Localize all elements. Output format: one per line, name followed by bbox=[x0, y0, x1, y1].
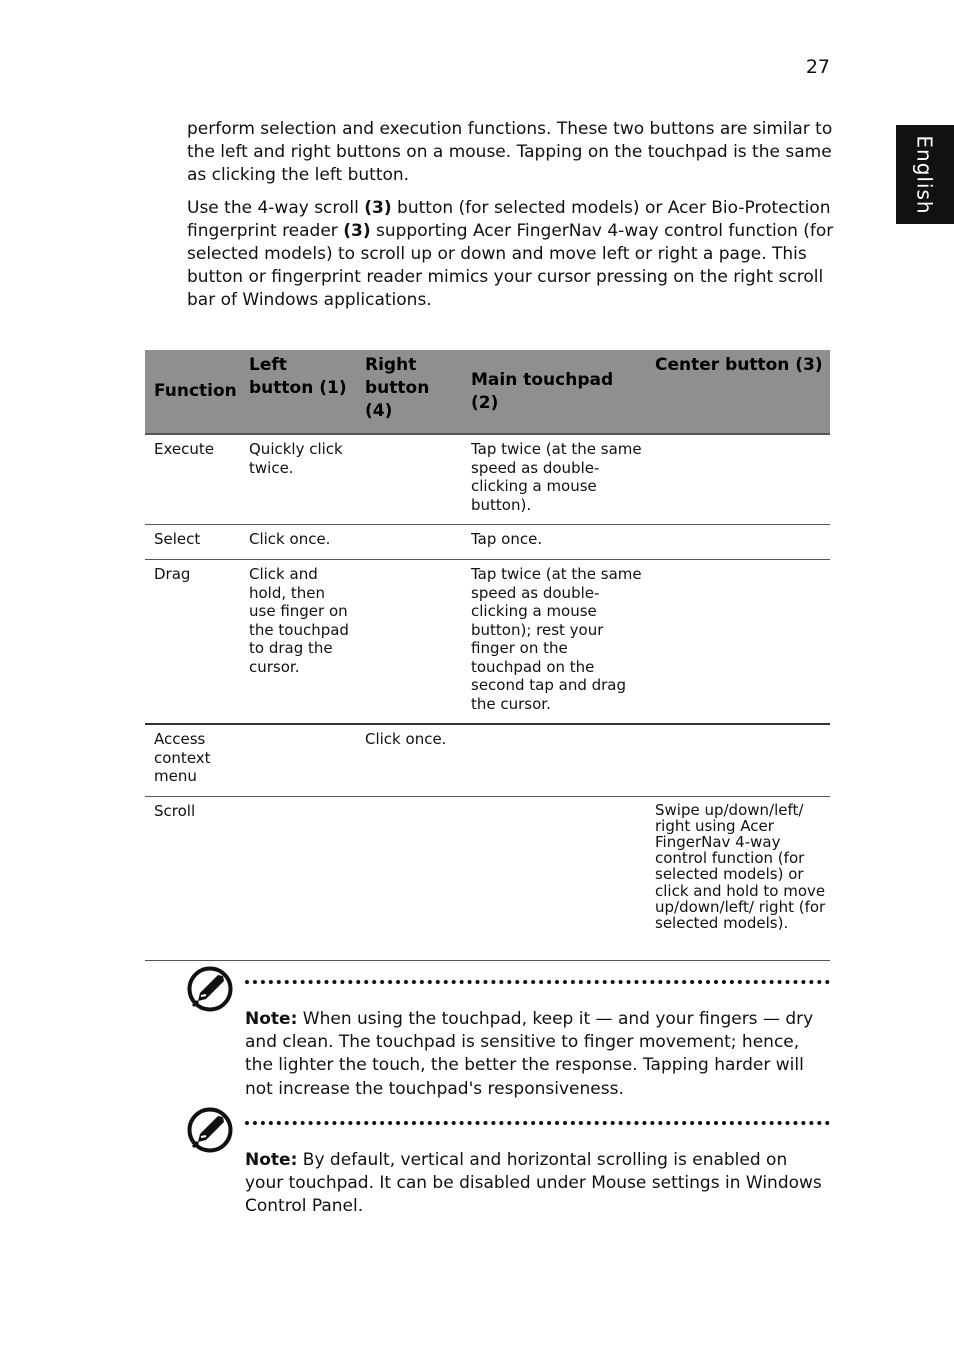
intro-p2-bold2: (3) bbox=[343, 220, 371, 241]
header-right-button: Right button (4) bbox=[356, 350, 462, 434]
note-divider bbox=[245, 1121, 830, 1125]
note-pen-icon bbox=[187, 966, 233, 1012]
note-divider bbox=[245, 980, 830, 984]
table-cell: Scroll bbox=[145, 796, 240, 960]
table-row bbox=[145, 525, 830, 560]
table-cell: Tap twice (at the same speed as double-clicking a mouse button); rest your finger on the touchpad on the second tap and drag the cursor. bbox=[462, 560, 646, 725]
table-cell bbox=[356, 434, 462, 525]
language-tab-label: English bbox=[913, 134, 937, 215]
table-cell bbox=[240, 724, 356, 796]
touchpad-function-table bbox=[145, 350, 830, 961]
header-function: Function bbox=[145, 350, 240, 434]
note-text bbox=[245, 1149, 830, 1219]
table-row bbox=[145, 724, 830, 796]
table-cell bbox=[356, 560, 462, 725]
table-cell: Tap once. bbox=[462, 525, 646, 560]
table-cell bbox=[462, 724, 646, 796]
table-cell: Click once. bbox=[356, 724, 462, 796]
table-cell: Drag bbox=[145, 560, 240, 725]
note-block bbox=[187, 966, 830, 1106]
table-cell: Select bbox=[145, 525, 240, 560]
table-cell: Swipe up/down/left/ right using Acer FingerNav 4-way control function (for selected models) or click and hold to move up/down/left/ right (for selected models). bbox=[646, 796, 830, 960]
intro-paragraph-2 bbox=[187, 197, 835, 313]
header-center-button: Center button (3) bbox=[646, 350, 830, 434]
table-cell: Access context menu bbox=[145, 724, 240, 796]
table-cell bbox=[462, 796, 646, 960]
table-cell bbox=[646, 724, 830, 796]
note-label: Note: bbox=[245, 1150, 298, 1170]
table-cell: Click and hold, then use finger on the touchpad to drag the cursor. bbox=[240, 560, 356, 725]
note-body: When using the touchpad, keep it — and your fingers — dry and clean. The touchpad is sensitive to finger movement; hence, the lighter the touch, the better the response. Tapping harder will not increase the touchpad's responsiveness. bbox=[245, 1009, 814, 1099]
table-row bbox=[145, 560, 830, 725]
note-text bbox=[245, 1008, 830, 1101]
intro-text bbox=[187, 118, 835, 322]
table-cell bbox=[356, 796, 462, 960]
note-body: By default, vertical and horizontal scrolling is enabled on your touchpad. It can be disabled under Mouse settings in Windows Control Panel. bbox=[245, 1150, 822, 1217]
language-tab bbox=[896, 125, 954, 224]
table-header-row bbox=[145, 350, 830, 434]
table-row bbox=[145, 796, 830, 960]
intro-p2-bold1: (3) bbox=[364, 197, 392, 218]
table-cell bbox=[356, 525, 462, 560]
table-cell bbox=[646, 434, 830, 525]
table-cell: Quickly click twice. bbox=[240, 434, 356, 525]
table-row bbox=[145, 434, 830, 525]
note-block bbox=[187, 1107, 830, 1227]
note-label: Note: bbox=[245, 1009, 298, 1029]
table-cell bbox=[646, 525, 830, 560]
intro-p2-part2: button (for selected models) or Acer Bio-Protection fingerprint reader bbox=[187, 197, 831, 241]
intro-p2-part1: Use the 4-way scroll bbox=[187, 197, 365, 218]
table-cell: Click once. bbox=[240, 525, 356, 560]
table-cell: Execute bbox=[145, 434, 240, 525]
table-cell bbox=[240, 796, 356, 960]
intro-p2-part3: supporting Acer FingerNav 4-way control function (for selected models) to scroll up or down and move left or right a page. This button or fingerprint reader mimics your cursor pressing on the right scroll bar of Windows applications. bbox=[187, 220, 834, 311]
table-cell: Tap twice (at the same speed as double-clicking a mouse button). bbox=[462, 434, 646, 525]
note-pen-icon bbox=[187, 1107, 233, 1153]
header-main-touchpad: Main touchpad (2) bbox=[462, 350, 646, 434]
page-number: 27 bbox=[805, 56, 830, 78]
intro-paragraph-1: perform selection and execution functions. These two buttons are similar to the left and right buttons on a mouse. Tapping on the touchpad is the same as clicking the left button. bbox=[187, 119, 833, 186]
table-cell bbox=[646, 560, 830, 725]
header-left-button: Left button (1) bbox=[240, 350, 356, 434]
